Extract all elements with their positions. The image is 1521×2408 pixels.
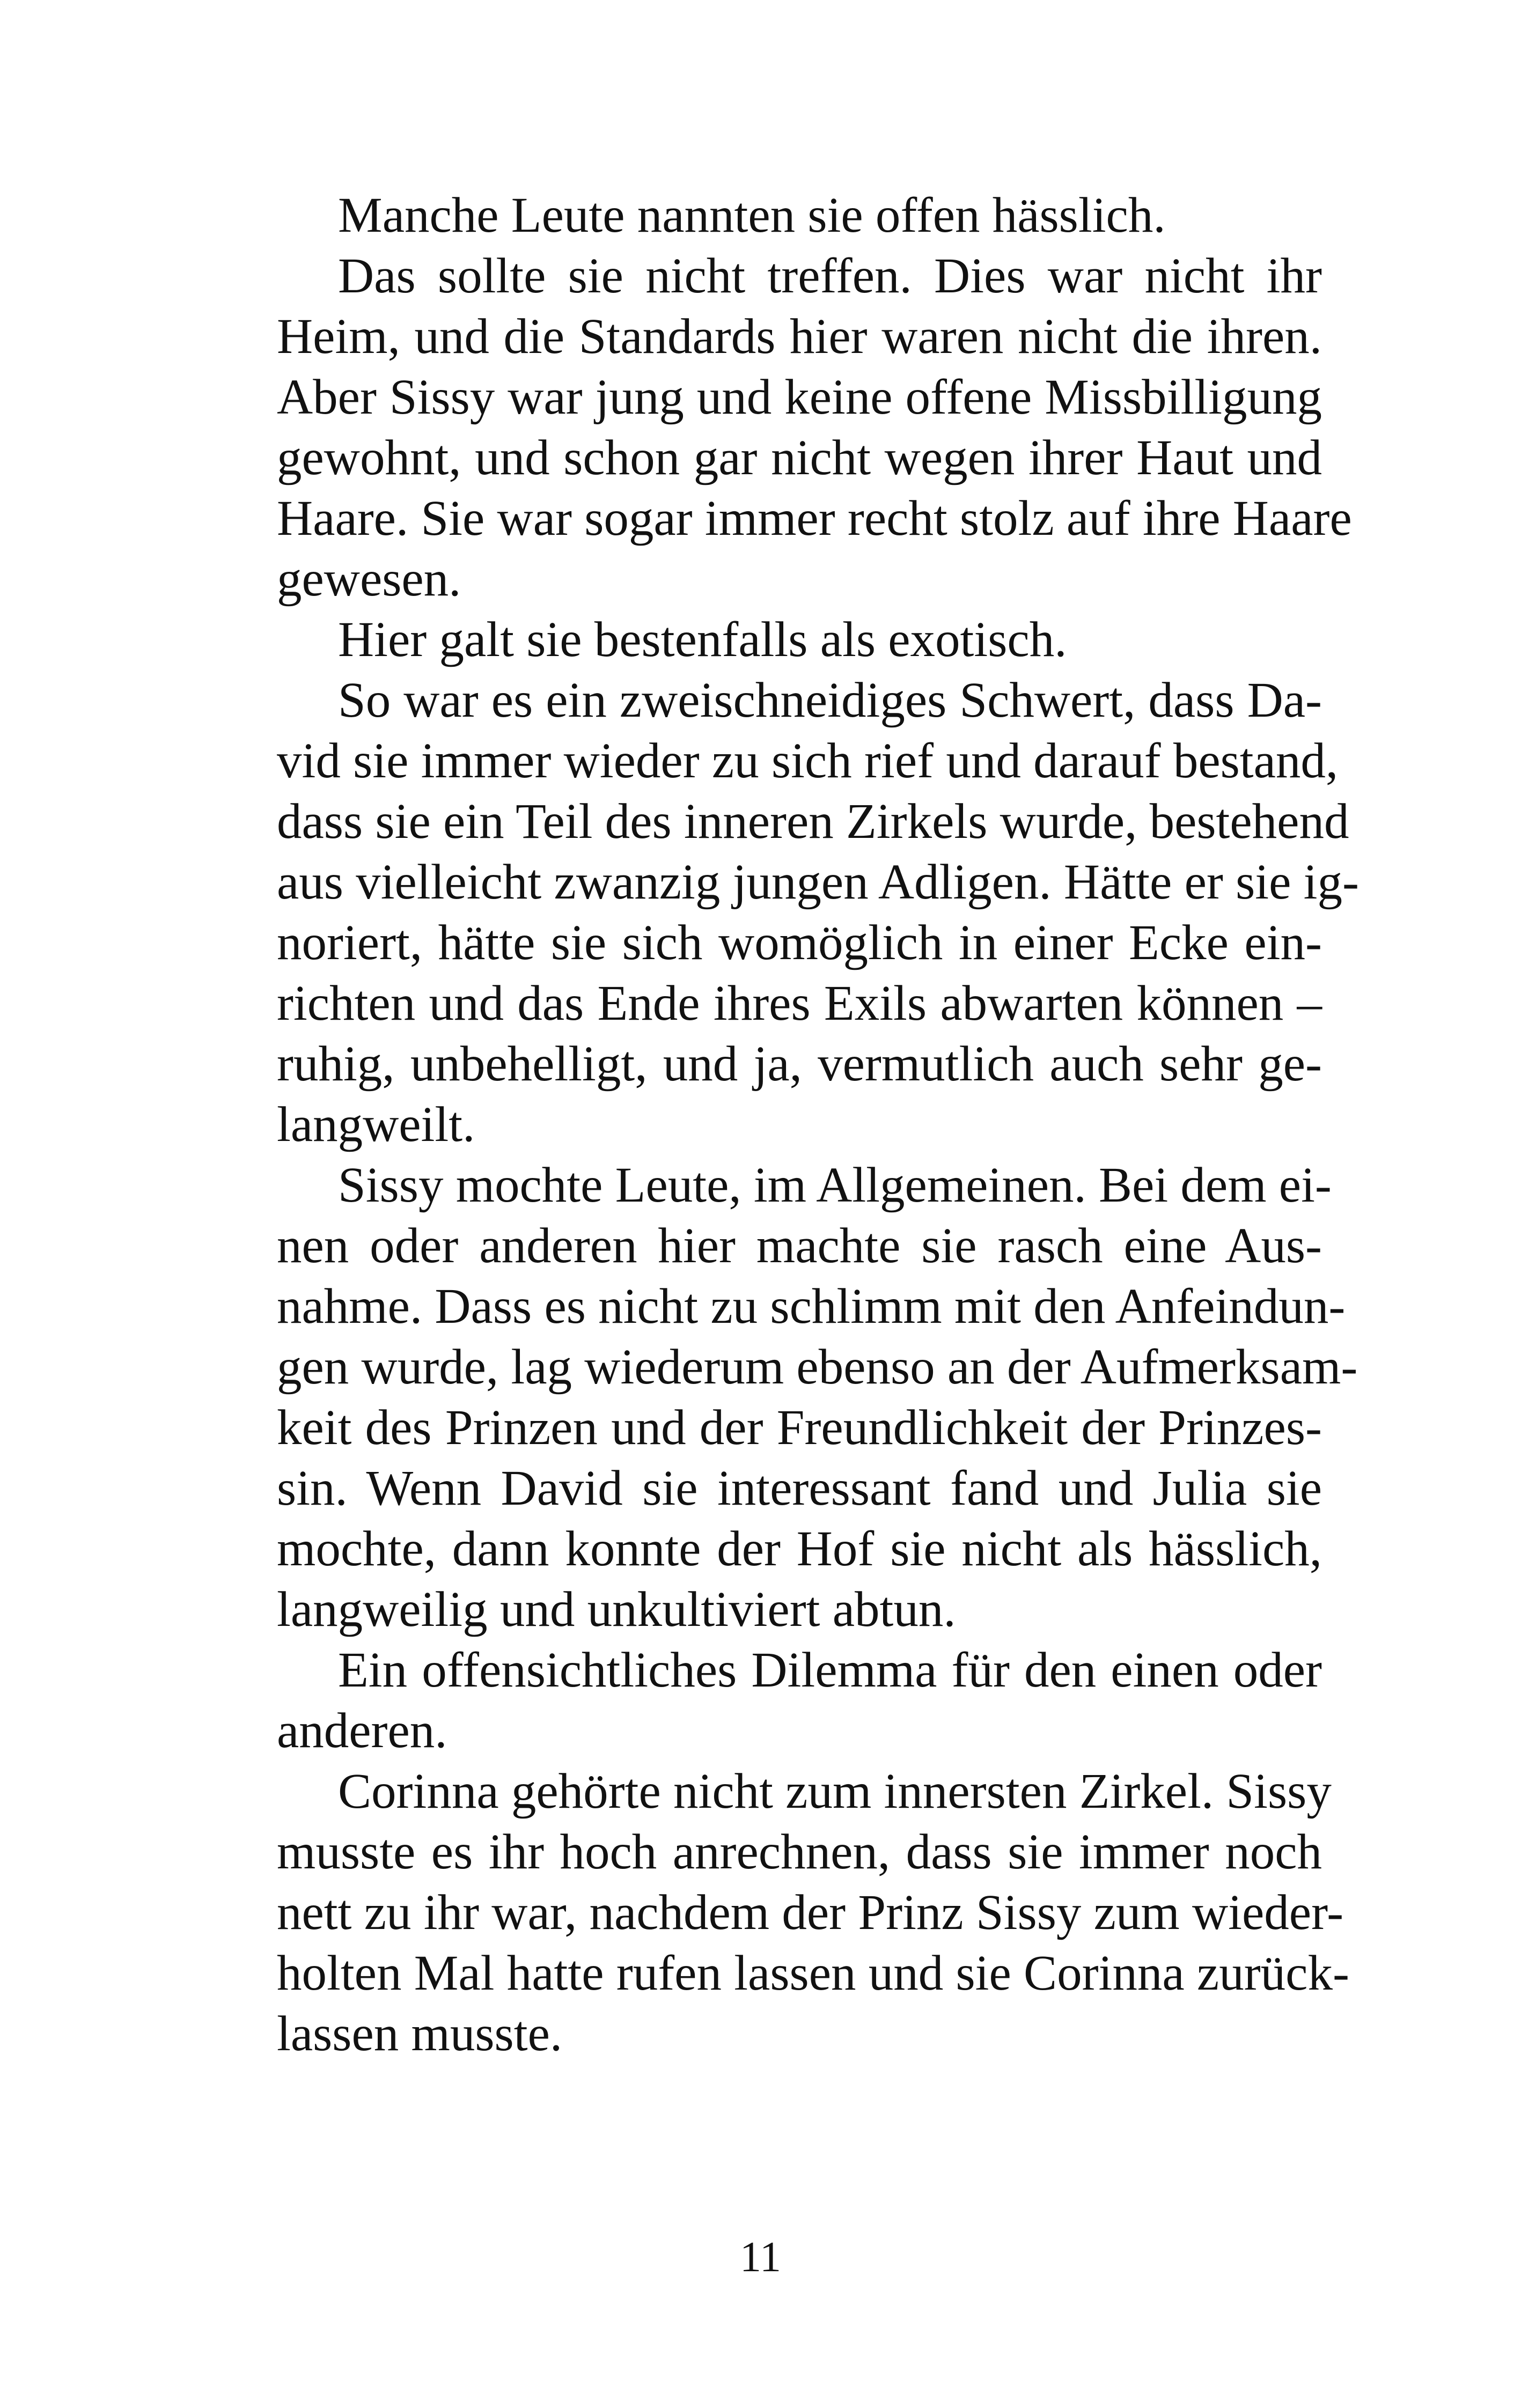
text-line: aus vielleicht zwanzig jungen Adligen. Hätte er sie ig- xyxy=(277,855,1359,910)
text-line: musste es ihr hoch anrechnen, dass sie immer noch xyxy=(277,1824,1322,1880)
text-line: Das sollte sie nicht treffen. Dies war nicht ihr xyxy=(338,248,1322,304)
text-line: Aber Sissy war jung und keine offene Missbilligung xyxy=(277,370,1322,425)
text-line: Corinna gehörte nicht zum innersten Zirkel. Sissy xyxy=(338,1764,1332,1819)
text-line: langweilig und unkultiviert abtun. xyxy=(277,1582,956,1637)
text-line: dass sie ein Teil des inneren Zirkels wurde, bestehend xyxy=(277,794,1349,849)
text-line: nett zu ihr war, nachdem der Prinz Sissy zum wieder- xyxy=(277,1885,1344,1940)
text-line: noriert, hätte sie sich womöglich in einer Ecke ein- xyxy=(277,915,1322,970)
text-line: gen wurde, lag wiederum ebenso an der Aufmerksam- xyxy=(277,1339,1358,1395)
text-line: keit des Prinzen und der Freundlichkeit der Prinzes- xyxy=(277,1400,1322,1455)
text-line: Ein offensichtliches Dilemma für den einen oder xyxy=(338,1643,1322,1698)
text-line: vid sie immer wieder zu sich rief und darauf bestand, xyxy=(277,733,1339,789)
text-line: lassen musste. xyxy=(277,2006,563,2061)
text-line: Manche Leute nannten sie offen hässlich. xyxy=(338,188,1166,243)
text-line: langweilt. xyxy=(277,1097,475,1152)
text-line: nen oder anderen hier machte sie rasch eine Aus- xyxy=(277,1218,1322,1273)
text-line: nahme. Dass es nicht zu schlimm mit den Anfeindun- xyxy=(277,1279,1346,1334)
text-line: mochte, dann konnte der Hof sie nicht als hässlich, xyxy=(277,1521,1322,1577)
page-number: 11 xyxy=(739,2234,782,2281)
text-line: Haare. Sie war sogar immer recht stolz auf ihre Haare xyxy=(277,491,1352,546)
body-text xyxy=(277,185,1359,2064)
text-line: richten und das Ende ihres Exils abwarten können – xyxy=(277,976,1322,1031)
text-line: Hier galt sie bestenfalls als exotisch. xyxy=(338,612,1067,667)
text-line: anderen. xyxy=(277,1703,447,1758)
text-line: Heim, und die Standards hier waren nicht die ihren. xyxy=(277,309,1322,364)
text-line: gewohnt, und schon gar nicht wegen ihrer Haut und xyxy=(277,430,1322,485)
text-line: ruhig, unbehelligt, und ja, vermutlich auch sehr ge- xyxy=(277,1036,1322,1092)
text-line: gewesen. xyxy=(277,551,461,607)
text-line: So war es ein zweischneidiges Schwert, dass Da- xyxy=(338,673,1322,728)
text-line: Sissy mochte Leute, im Allgemeinen. Bei dem ei- xyxy=(338,1158,1332,1213)
text-line: holten Mal hatte rufen lassen und sie Corinna zurück- xyxy=(277,1946,1349,2001)
text-line: sin. Wenn David sie interessant fand und Julia sie xyxy=(277,1461,1322,1516)
